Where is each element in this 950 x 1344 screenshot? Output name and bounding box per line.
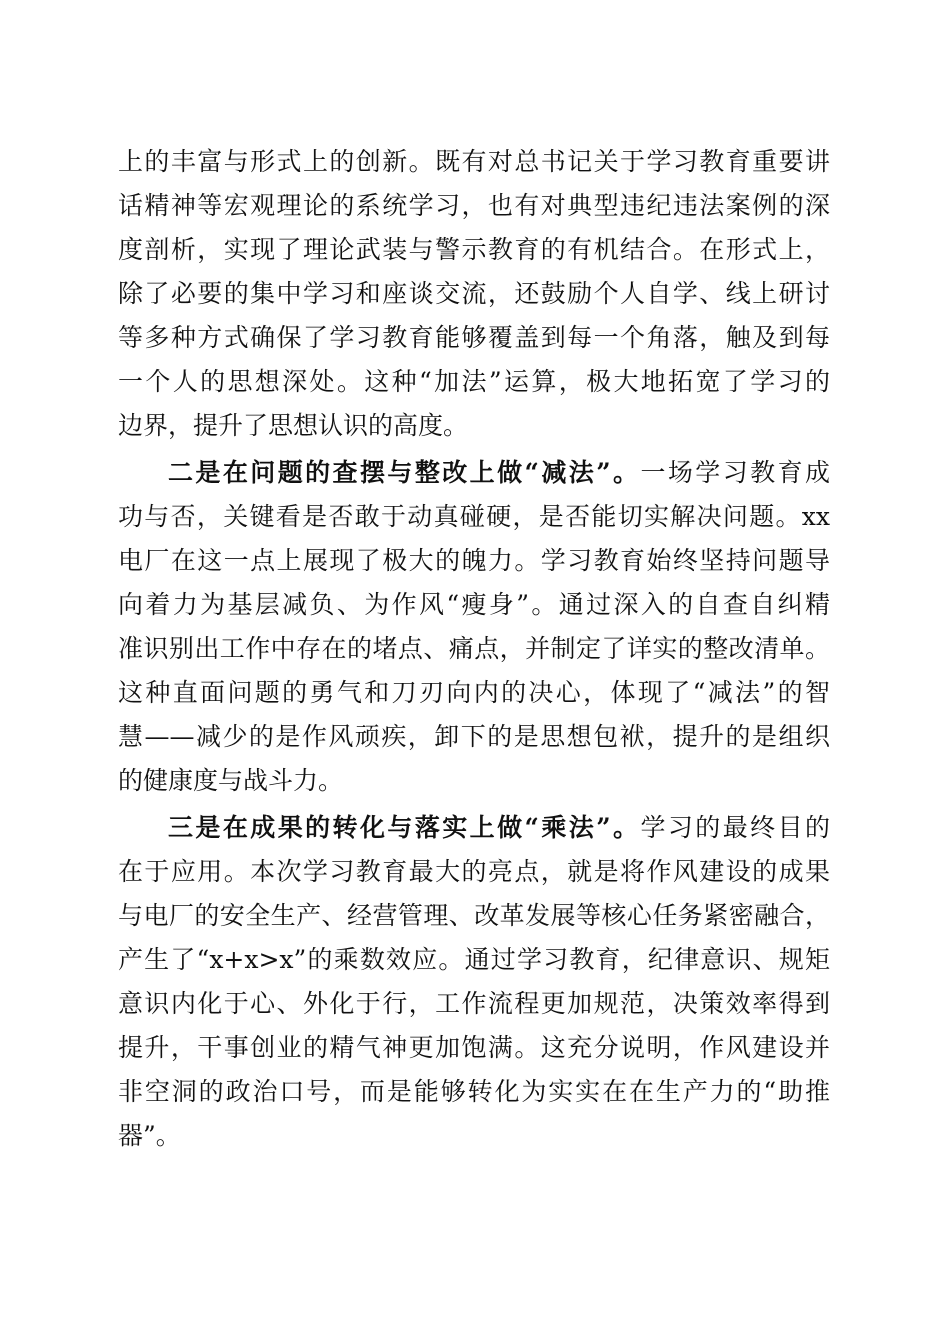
paragraph-2-first-line bbox=[168, 453, 830, 493]
paragraph-3-line-5: 意识内化于心、外化于行，工作流程更加规范，决策效率得到 bbox=[118, 989, 830, 1018]
paragraph-3-line-4: 产生了“x+x>x”的乘数效应。通过学习教育，纪律意识、规矩 bbox=[118, 945, 830, 974]
paragraph-3-line-2: 在于应用。本次学习教育最大的亮点，就是将作风建设的成果 bbox=[118, 857, 830, 886]
paragraph-2-line-5: 准识别出工作中存在的堵点、痛点，并制定了详实的整改清单。 bbox=[118, 634, 830, 663]
paragraph-3-line-3: 与电厂的安全生产、经营管理、改革发展等核心任务紧密融合， bbox=[118, 901, 830, 930]
paragraph-3-line-6: 提升，干事创业的精气神更加饱满。这充分说明，作风建设并 bbox=[118, 1033, 830, 1062]
paragraph-2-line-2: 功与否，关键看是否敢于动真碰硬，是否能切实解决问题。xx bbox=[118, 502, 830, 531]
paragraph-1-line-3: 度剖析，实现了理论武装与警示教育的有机结合。在形式上， bbox=[118, 235, 830, 264]
paragraph-2-first-rest: 一场学习教育成 bbox=[640, 458, 830, 487]
paragraph-2-line-6: 这种直面问题的勇气和刀刃向内的决心，体现了“减法”的智 bbox=[118, 678, 830, 707]
paragraph-1-line-2: 话精神等宏观理论的系统学习，也有对典型违纪违法案例的深 bbox=[118, 191, 830, 220]
paragraph-3-first-rest: 学习的最终目的 bbox=[640, 813, 830, 842]
paragraph-2-line-8: 的健康度与战斗力。 bbox=[118, 766, 344, 795]
paragraph-3-first-line bbox=[168, 808, 830, 848]
paragraph-1-line-6: 一个人的思想深处。这种“加法”运算，极大地拓宽了学习的 bbox=[118, 367, 830, 396]
paragraph-2-line-7: 慧——减少的是作风顽疾，卸下的是思想包袱，提升的是组织 bbox=[118, 722, 830, 751]
paragraph-1-line-7: 边界，提升了思想认识的高度。 bbox=[118, 411, 469, 440]
paragraph-2-heading: 二是在问题的查摆与整改上做“减法”。 bbox=[168, 458, 641, 487]
paragraph-1-line-4: 除了必要的集中学习和座谈交流，还鼓励个人自学、线上研讨 bbox=[118, 279, 830, 308]
paragraph-3-heading: 三是在成果的转化与落实上做“乘法”。 bbox=[168, 813, 641, 842]
paragraph-1-line-1: 上的丰富与形式上的创新。既有对总书记关于学习教育重要讲 bbox=[118, 147, 830, 176]
paragraph-2-line-3: 电厂在这一点上展现了极大的魄力。学习教育始终坚持问题导 bbox=[118, 546, 830, 575]
paragraph-3-line-7: 非空洞的政治口号，而是能够转化为实实在在生产力的“助推 bbox=[118, 1077, 830, 1106]
paragraph-1-line-5: 等多种方式确保了学习教育能够覆盖到每一个角落，触及到每 bbox=[118, 323, 830, 352]
paragraph-3-line-8: 器”。 bbox=[118, 1121, 181, 1150]
paragraph-2-line-4: 向着力为基层减负、为作风“瘦身”。通过深入的自查自纠精 bbox=[118, 590, 830, 619]
